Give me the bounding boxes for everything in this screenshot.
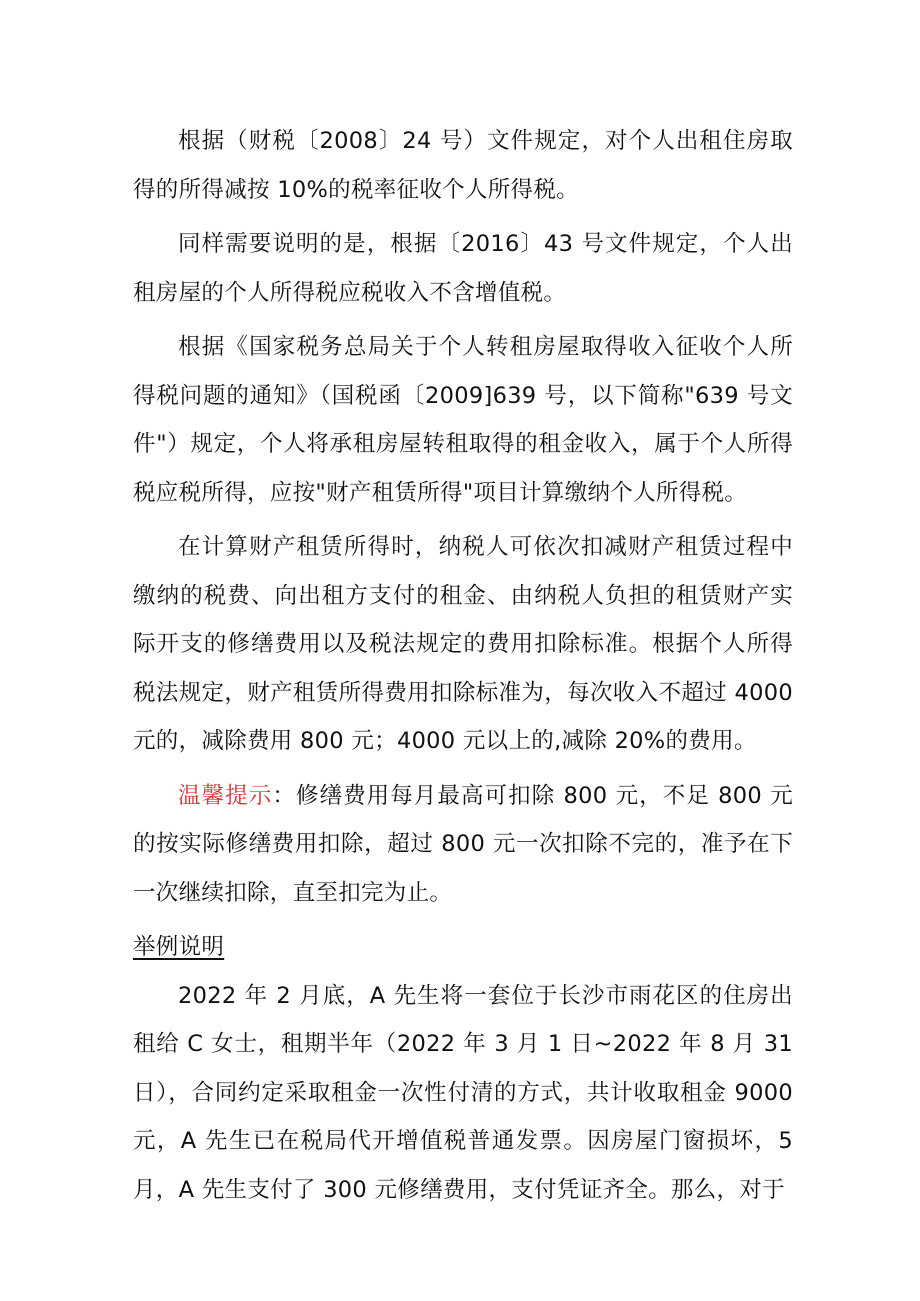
- example-heading: 举例说明: [133, 934, 225, 960]
- paragraph-tip: [133, 772, 793, 918]
- tip-label: 温馨提示: [178, 782, 273, 809]
- paragraph-vat-note: 同样需要说明的是，根据〔2016〕43 号文件规定，个人出租房屋的个人所得税应税收入不含增值税。: [133, 231, 793, 306]
- document-body: [133, 117, 793, 1220]
- paragraph-sublease-rule: 根据《国家税务总局关于个人转租房屋取得收入征收个人所得税问题的通知》（国税函〔2009]639 号，以下简称"639 号文件"）规定，个人将承租房屋转租取得的租金收入，属于个人所得税应税所得，应按"财产租赁所得"项目计算缴纳个人所得税。: [133, 334, 793, 506]
- tip-text: ：修缮费用每月最高可扣除 800 元，不足 800 元的按实际修缮费用扣除，超过 800 元一次扣除不完的，准予在下一次继续扣除，直至扣完为止。: [133, 782, 794, 906]
- paragraph-example: 2022 年 2 月底，A 先生将一套位于长沙市雨花区的住房出租给 C 女士，租期半年（2022 年 3 月 1 日~2022 年 8 月 31 日），合同约定采取租金一次性付清的方式，共计收取租金 9000 元，A 先生已在税局代开增值税普通发票。因房屋门窗损坏，5 月，A 先生支付了 300 元修缮费用，支付凭证齐全。那么，对于: [133, 982, 793, 1203]
- paragraph-tax-rate: 根据（财税〔2008〕24 号）文件规定，对个人出租住房取得的所得减按 10%的税率征收个人所得税。: [133, 128, 793, 203]
- paragraph-deduction-standard: 在计算财产租赁所得时，纳税人可依次扣减财产租赁过程中缴纳的税费、向出租方支付的租金、由纳税人负担的租赁财产实际开支的修缮费用以及税法规定的费用扣除标准。根据个人所得税法规定，财产租赁所得费用扣除标准为，每次收入不超过 4000 元的，减除费用 800 元；4000 元以上的,减除 20%的费用。: [133, 534, 793, 754]
